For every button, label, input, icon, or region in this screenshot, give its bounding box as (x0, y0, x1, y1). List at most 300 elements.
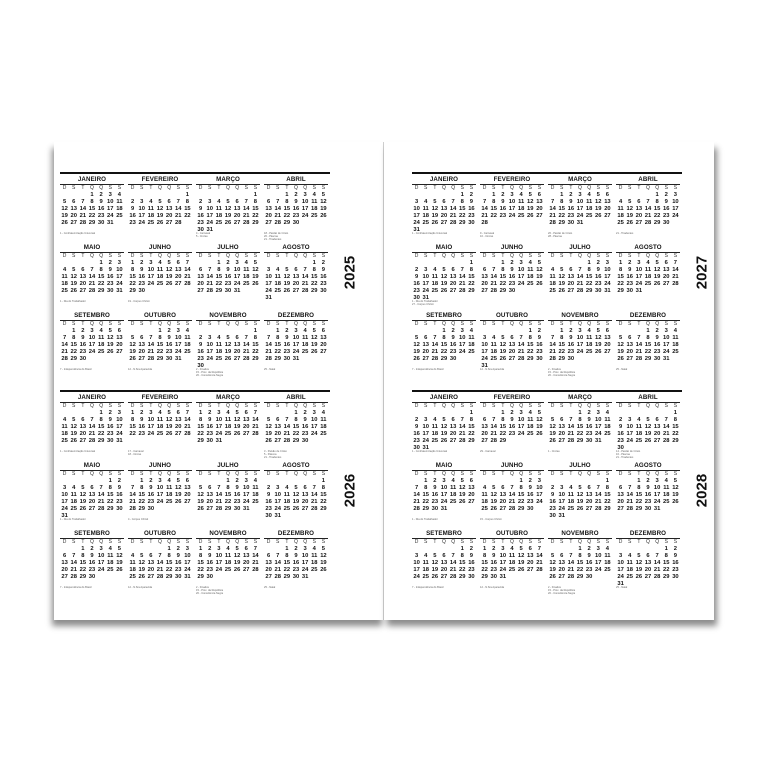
empty-day (625, 410, 634, 417)
day-cell: 23 (107, 431, 114, 438)
day-cell: 31 (653, 505, 661, 512)
day-cell: 21 (70, 567, 77, 574)
day-cell: 12 (233, 553, 241, 560)
day-cell: 9 (528, 485, 532, 492)
day-cell: 1 (655, 192, 659, 199)
empty-day (412, 478, 421, 485)
day-cell: 30 (292, 573, 300, 580)
day-cell: 29 (604, 505, 611, 512)
day-cell: 20 (527, 560, 534, 567)
day-cell: 27 (626, 355, 633, 362)
day-cell: 16 (595, 274, 602, 281)
day-cell: 11 (549, 274, 556, 281)
day-cell: 7 (244, 199, 248, 206)
day-cell: 4 (451, 478, 455, 485)
day-cell: 30 (147, 505, 155, 512)
day-cell: 22 (517, 499, 525, 506)
day-cell: 28 (129, 505, 136, 512)
empty-day (643, 192, 652, 199)
month-julho (548, 462, 612, 530)
day-cell: 2 (176, 546, 180, 553)
day-cell: 1 (140, 478, 144, 485)
empty-day (566, 546, 575, 553)
month-name: MAIO (83, 244, 101, 251)
day-cell: 14 (413, 492, 420, 499)
day-cell: 10 (116, 417, 123, 424)
day-cell: 17 (97, 560, 105, 567)
day-cell: 2 (414, 267, 419, 274)
empty-day (517, 328, 526, 335)
weekday-header: S (276, 321, 280, 328)
day-cell: 10 (517, 417, 525, 424)
day-cell: 2 (303, 410, 307, 417)
empty-day (128, 192, 137, 199)
day-cell: 21 (184, 274, 191, 281)
weekday-header: T (81, 539, 85, 546)
weekday-header: Q (303, 321, 308, 328)
day-cell: 23 (536, 349, 543, 356)
day-cell: 19 (165, 274, 173, 281)
day-cell: 6 (276, 417, 280, 424)
day-cell: 11 (156, 417, 164, 424)
day-cell: 9 (117, 485, 122, 492)
empty-day (242, 328, 251, 335)
empty-day (69, 410, 78, 417)
day-cell: 15 (283, 560, 291, 567)
day-cell: 12 (197, 492, 204, 499)
day-cell: 17 (184, 560, 191, 567)
day-cell: 21 (490, 431, 497, 438)
weekday-header: S (537, 539, 542, 546)
day-grid (480, 403, 544, 444)
day-cell: 9 (433, 485, 437, 492)
day-cell: 5 (528, 192, 532, 199)
day-cell: 5 (321, 192, 326, 199)
day-cell: 22 (499, 281, 507, 288)
day-cell: 6 (560, 417, 564, 424)
day-cell: 11 (431, 274, 438, 281)
day-cell: 13 (440, 560, 448, 567)
day-cell: 26 (536, 431, 543, 438)
day-cell: 26 (197, 505, 204, 512)
day-grid (616, 471, 680, 512)
year-block-2028 (412, 390, 712, 610)
day-cell: 1 (253, 328, 258, 335)
day-cell: 24 (116, 281, 123, 288)
day-cell: 25 (311, 213, 318, 220)
day-cell: 2 (226, 260, 230, 267)
weekday-header: Q (158, 321, 162, 328)
holiday-notes (128, 368, 192, 371)
day-cell: 15 (107, 492, 114, 499)
day-cell: 28 (311, 505, 318, 512)
day-cell: 6 (560, 553, 564, 560)
day-cell: 15 (252, 342, 259, 349)
day-cell: 31 (576, 219, 584, 226)
day-cell: 10 (626, 424, 633, 431)
day-cell: 29 (653, 219, 661, 226)
holiday-notes (264, 368, 328, 371)
day-cell: 15 (97, 424, 105, 431)
day-cell: 14 (156, 560, 164, 567)
day-cell: 3 (578, 328, 582, 335)
day-cell: 1 (424, 478, 428, 485)
weekday-header: T (285, 539, 289, 546)
day-cell: 22 (672, 431, 679, 438)
day-cell: 8 (198, 553, 203, 560)
day-cell: 7 (81, 199, 85, 206)
day-cell: 28 (431, 355, 439, 362)
weekday-header: Q (451, 185, 456, 192)
weekday-header: S (72, 471, 76, 478)
day-cell: 18 (585, 206, 593, 213)
empty-day (273, 546, 282, 553)
month-abril (616, 176, 680, 244)
day-cell: 21 (653, 567, 661, 574)
holiday-note: 12 - N.Sra Aparecida (128, 368, 153, 371)
day-cell: 20 (292, 281, 300, 288)
day-cell: 28 (184, 431, 191, 438)
day-cell: 2 (108, 410, 112, 417)
day-cell: 9 (451, 335, 455, 342)
weekday-header: T (149, 471, 153, 478)
weekday-header: Q (303, 253, 308, 260)
day-cell: 14 (243, 342, 250, 349)
day-cell: 11 (147, 206, 154, 213)
weekday-header: S (628, 471, 632, 478)
day-cell: 22 (459, 213, 466, 220)
weekday-header: Q (519, 539, 524, 546)
day-cell: 7 (72, 553, 76, 560)
day-cell: 7 (208, 267, 212, 274)
day-cell: 19 (490, 499, 497, 506)
day-cell: 17 (558, 499, 565, 506)
day-cell: 22 (197, 567, 204, 574)
month-name: DEZEMBRO (277, 530, 315, 537)
day-cell: 18 (422, 213, 429, 220)
weekday-header: S (176, 403, 180, 410)
empty-day (449, 260, 458, 267)
weekday-header: S (140, 539, 144, 546)
weekday-header: Q (99, 185, 104, 192)
day-cell: 3 (294, 328, 298, 335)
month-name: MARÇO (568, 394, 592, 401)
weekday-header: Q (303, 539, 308, 546)
day-cell: 1 (185, 192, 190, 199)
holiday-note: 4 - Corpus Christi (128, 518, 149, 521)
weekday-header: S (312, 403, 316, 410)
day-cell: 21 (459, 431, 466, 438)
empty-day (489, 478, 498, 485)
day-cell: 16 (138, 424, 145, 431)
day-cell: 26 (311, 349, 318, 356)
day-cell: 6 (537, 192, 542, 199)
empty-day (412, 192, 421, 199)
weekday-header: Q (587, 185, 592, 192)
day-cell: 21 (549, 349, 556, 356)
day-cell: 28 (283, 437, 291, 444)
month-abril (616, 394, 680, 462)
weekday-header: T (569, 185, 573, 192)
day-cell: 4 (587, 328, 591, 335)
day-cell: 8 (285, 199, 289, 206)
day-cell: 22 (663, 567, 670, 574)
weekday-header: Q (90, 253, 94, 260)
day-cell: 1 (90, 192, 94, 199)
weekday-header: S (664, 403, 668, 410)
weekday-header: S (253, 539, 258, 546)
weekday-header: S (596, 321, 600, 328)
day-cell: 3 (655, 478, 659, 485)
empty-day (566, 478, 575, 485)
day-cell: 6 (482, 417, 487, 424)
empty-day (196, 328, 205, 335)
day-cell: 30 (626, 287, 633, 294)
day-cell: 28 (449, 573, 457, 580)
day-cell: 15 (79, 560, 87, 567)
day-cell: 15 (197, 424, 204, 431)
day-cell: 21 (549, 213, 556, 220)
day-cell: 5 (433, 553, 437, 560)
weekday-header: Q (578, 539, 582, 546)
day-cell: 18 (116, 206, 123, 213)
day-cell: 2 (81, 328, 85, 335)
day-cell: 23 (644, 499, 652, 506)
day-cell: 10 (175, 335, 182, 342)
day-grid (480, 321, 544, 369)
day-cell: 8 (442, 335, 446, 342)
day-cell: 4 (312, 192, 316, 199)
day-cell: 25 (215, 219, 223, 226)
holiday-note: 12 - N.Sra Aparecida (480, 586, 505, 589)
day-cell: 30 (138, 287, 145, 294)
day-cell: 20 (175, 274, 182, 281)
day-cell: 7 (90, 267, 94, 274)
day-grid (548, 403, 612, 444)
weekday-header: T (501, 539, 505, 546)
holiday-note: 1 - Dia do Trabalhador (60, 518, 86, 521)
day-cell: 8 (655, 199, 659, 206)
weekday-header: S (528, 253, 532, 260)
day-cell: 11 (224, 553, 232, 560)
year-block-2025 (60, 172, 360, 392)
day-cell: 29 (79, 573, 87, 580)
day-cell: 8 (276, 335, 280, 342)
day-cell: 23 (97, 213, 105, 220)
day-cell: 19 (644, 431, 652, 438)
day-cell: 10 (617, 560, 624, 567)
day-cell: 20 (635, 213, 643, 220)
day-cell: 31 (617, 580, 624, 587)
weekday-header: S (276, 185, 280, 192)
day-cell: 18 (617, 213, 624, 220)
day-cell: 22 (129, 281, 136, 288)
day-cell: 19 (595, 342, 602, 349)
day-cell: 26 (549, 437, 556, 444)
day-cell: 12 (459, 485, 466, 492)
day-cell: 12 (138, 560, 145, 567)
day-cell: 1 (294, 410, 298, 417)
day-cell: 16 (549, 499, 556, 506)
empty-day (155, 546, 164, 553)
empty-day (548, 478, 557, 485)
day-cell: 17 (116, 274, 123, 281)
empty-day (616, 328, 625, 335)
month-abril (264, 176, 328, 244)
day-cell: 20 (604, 206, 611, 213)
day-cell: 27 (440, 219, 448, 226)
day-cell: 13 (116, 335, 123, 342)
weekday-header: T (637, 403, 641, 410)
day-cell: 28 (644, 219, 652, 226)
holiday-note: 1 - Confraternização Universal (412, 232, 448, 235)
day-cell: 5 (519, 546, 523, 553)
day-cell: 6 (198, 267, 203, 274)
day-cell: 16 (233, 492, 241, 499)
empty-day (449, 192, 458, 199)
weekday-header: T (501, 471, 505, 478)
weekday-header: T (433, 253, 437, 260)
day-cell: 22 (224, 499, 232, 506)
day-cell: 11 (184, 335, 191, 342)
day-cell: 21 (147, 349, 155, 356)
day-cell: 4 (519, 192, 523, 199)
day-cell: 20 (617, 499, 624, 506)
day-cell: 27 (147, 573, 155, 580)
day-cell: 9 (587, 553, 591, 560)
empty-day (430, 192, 439, 199)
day-cell: 1 (276, 328, 280, 335)
weekday-header: S (321, 185, 326, 192)
empty-day (653, 410, 662, 417)
holiday-notes (128, 450, 192, 456)
day-cell: 9 (673, 553, 678, 560)
day-cell: 23 (499, 213, 507, 220)
day-cell: 20 (536, 206, 543, 213)
day-cell: 26 (252, 281, 259, 288)
day-cell: 22 (604, 499, 611, 506)
day-cell: 8 (226, 485, 230, 492)
day-cell: 2 (294, 546, 298, 553)
empty-day (78, 478, 87, 485)
day-cell: 24 (301, 567, 309, 574)
holiday-note: 7 - Independência do Brasil (60, 368, 92, 371)
day-grid (60, 539, 124, 580)
day-cell: 17 (274, 499, 281, 506)
day-cell: 22 (156, 349, 164, 356)
day-cell: 16 (617, 431, 624, 438)
day-cell: 18 (604, 424, 611, 431)
day-grid (548, 539, 612, 580)
day-cell: 5 (294, 485, 298, 492)
day-cell: 28 (626, 505, 633, 512)
day-cell: 14 (301, 274, 309, 281)
weekday-header: Q (158, 539, 162, 546)
day-cell: 15 (604, 492, 611, 499)
holiday-note: 15 - Proc. da República (196, 371, 224, 375)
day-cell: 27 (663, 281, 670, 288)
day-cell: 7 (285, 417, 289, 424)
day-cell: 25 (585, 213, 593, 220)
day-cell: 3 (217, 410, 221, 417)
day-cell: 24 (206, 355, 213, 362)
day-cell: 1 (72, 328, 76, 335)
month-name: DEZEMBRO (629, 530, 667, 537)
day-cell: 23 (79, 349, 87, 356)
day-cell: 9 (628, 267, 632, 274)
holiday-note: 9 - Carnaval (480, 232, 495, 235)
empty-day (421, 546, 430, 553)
day-cell: 28 (184, 281, 191, 288)
weekday-header: Q (167, 539, 172, 546)
day-cell: 2 (537, 328, 542, 335)
day-cell: 13 (265, 206, 272, 213)
day-cell: 30 (672, 573, 679, 580)
day-cell: 18 (449, 492, 457, 499)
day-cell: 27 (301, 505, 309, 512)
day-cell: 8 (482, 553, 487, 560)
month-name: OUTUBRO (496, 312, 528, 319)
day-cell: 28 (88, 437, 96, 444)
weekday-header: S (185, 539, 190, 546)
day-cell: 13 (206, 492, 213, 499)
day-cell: 10 (635, 267, 643, 274)
day-cell: 13 (70, 206, 77, 213)
day-cell: 11 (604, 553, 611, 560)
day-cell: 20 (175, 424, 182, 431)
day-cell: 18 (156, 424, 164, 431)
year-block-2027 (412, 172, 712, 392)
weekday-header: Q (451, 253, 456, 260)
month-setembro (60, 312, 124, 380)
day-cell: 6 (62, 553, 67, 560)
holiday-note: 16 - Páscoa (616, 453, 630, 457)
weekday-header: Q (519, 403, 524, 410)
weekday-header: S (673, 403, 678, 410)
day-cell: 16 (431, 492, 439, 499)
day-cell: 6 (303, 485, 307, 492)
day-cell: 21 (413, 499, 420, 506)
day-cell: 30 (644, 505, 652, 512)
day-cell: 8 (460, 553, 464, 560)
day-cell: 10 (107, 199, 114, 206)
day-cell: 20 (147, 567, 155, 574)
weekday-header: S (628, 403, 632, 410)
weekday-header: Q (235, 539, 240, 546)
empty-day (421, 260, 430, 267)
weekday-header: Q (99, 253, 104, 260)
empty-day (421, 192, 430, 199)
day-cell: 21 (265, 349, 272, 356)
day-cell: 24 (175, 349, 182, 356)
weekday-header: S (469, 253, 474, 260)
holiday-notes (548, 368, 612, 378)
month-julho (196, 462, 260, 530)
day-cell: 2 (569, 192, 573, 199)
day-cell: 6 (664, 260, 668, 267)
month-fevereiro (480, 394, 544, 462)
day-cell: 28 (576, 287, 584, 294)
day-cell: 18 (224, 424, 232, 431)
weekday-header: S (537, 253, 542, 260)
day-cell: 18 (527, 274, 534, 281)
day-cell: 7 (492, 417, 496, 424)
weekday-header: Q (158, 253, 162, 260)
holiday-note: 25 - Natal (264, 586, 276, 589)
holiday-note: 18 - Cinzas (128, 453, 142, 457)
holiday-note: 25 - Natal (616, 586, 628, 589)
day-cell: 15 (644, 342, 652, 349)
